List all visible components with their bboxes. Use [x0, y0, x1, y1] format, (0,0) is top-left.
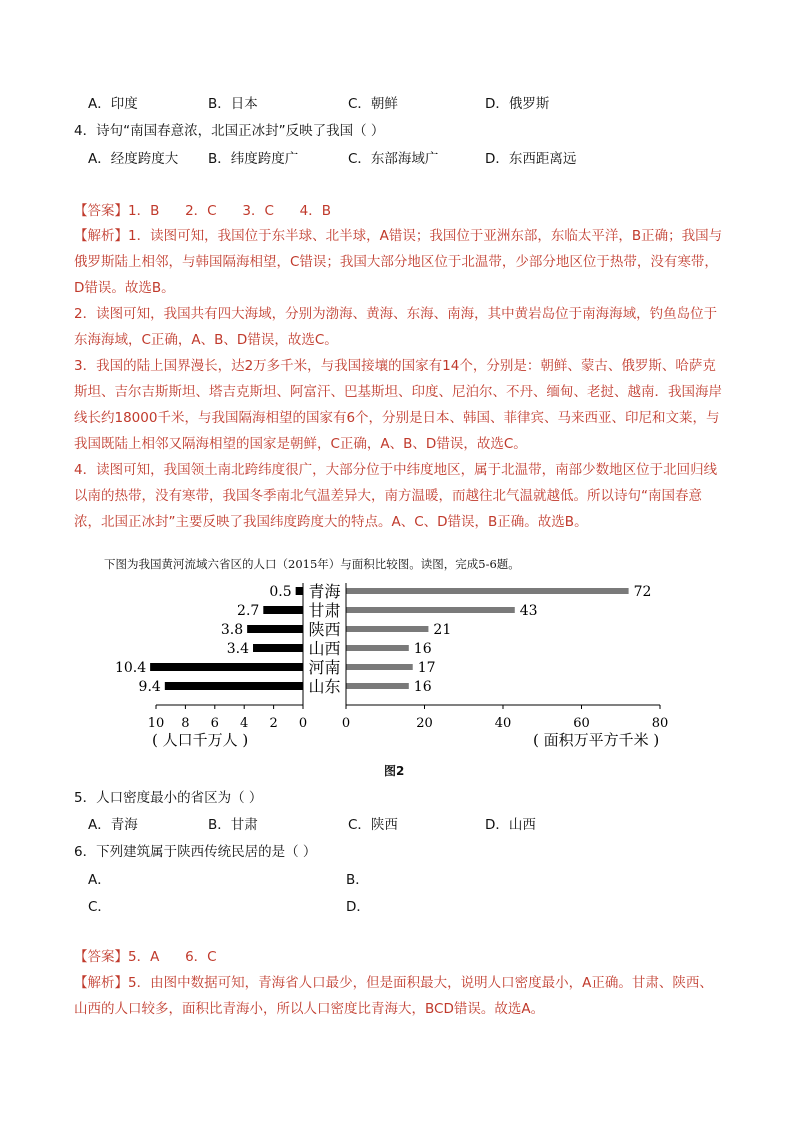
- province-label-0: 青海: [308, 582, 341, 601]
- population-bar-0: [296, 587, 303, 595]
- q3-option-a: A．印度: [88, 96, 138, 112]
- left-axis-label: ( 人口千万人 ): [152, 731, 249, 749]
- analysis-1: [74, 223, 724, 535]
- q6-stem: 6．下列建筑属于陕西传统民居的是（ ）: [74, 844, 317, 860]
- analysis-1-p4: 4．读图可知，我国领土南北跨纬度很广，大部分位于中纬度地区，属于北温带，南部少数地区位于北回归线以南的热带，没有寒带，我国冬季南北气温差异大，南方温暖，而越往北气温就越低。所以诗句“南国春意浓，北国正冰封”主要反映了我国纬度跨度大的特点。A、C、D错误，B正确。故选B。: [74, 462, 718, 530]
- answer-1-tag: 【答案】: [74, 203, 128, 219]
- area-bar-3: [346, 645, 409, 651]
- area-value-label-3: 16: [413, 641, 432, 657]
- area-bar-2: [346, 626, 428, 632]
- q4-option-d: D．东西距离远: [485, 151, 577, 167]
- q4-option-b: B．纬度跨度广: [208, 151, 299, 167]
- answer-2-tag: 【答案】: [74, 949, 128, 965]
- q5-option-d: D．山西: [485, 817, 536, 833]
- population-value-label-5: 9.4: [138, 679, 161, 695]
- area-value-label-5: 16: [413, 679, 432, 695]
- analysis-1-p3: 3．我国的陆上国界漫长，达2万多千米，与我国接壤的国家有14个，分别是：朝鲜、蒙古、俄罗斯、哈萨克斯坦、吉尔吉斯斯坦、塔吉克斯坦、阿富汗、巴基斯坦、印度、尼泊尔、不丹、缅甸、老挝、越南．我国海岸线长约18000千米，与我国隔海相望的国家有6个，分别是日本、韩国、菲律宾、马来西亚、印尼和文莱，与我国既陆上相邻又隔海相望的国家是朝鲜，C正确，A、B、D错误，故选C。: [74, 358, 722, 452]
- chart-intro: 下图为我国黄河流域六省区的人口（2015年）与面积比较图。读图，完成5-6题。: [104, 557, 520, 571]
- right-axis-label: ( 面积万平方千米 ): [533, 731, 660, 749]
- province-label-2: 陕西: [308, 620, 341, 639]
- province-label-4: 河南: [308, 658, 341, 677]
- q4-option-c: C．东部海域广: [348, 151, 439, 167]
- province-label-3: 山西: [308, 639, 341, 658]
- q5-stem: 5．人口密度最小的省区为（ ）: [74, 790, 263, 806]
- right-tick-label-2: 40: [494, 716, 512, 731]
- area-bar-0: [346, 588, 629, 594]
- population-value-label-3: 3.4: [226, 641, 250, 657]
- q3-options: [88, 95, 549, 113]
- population-bar-5: [165, 682, 303, 690]
- answer-1-text: 1．B 2．C 3．C 4．B: [128, 203, 331, 219]
- analysis-1-p1: [74, 223, 724, 301]
- q3-option-c: C．朝鲜: [348, 96, 398, 112]
- population-area-chart: [0, 575, 794, 785]
- area-value-label-2: 21: [433, 622, 452, 638]
- right-tick-label-3: 60: [573, 716, 590, 731]
- analysis-2-tag: 【解析】: [74, 975, 128, 991]
- population-bar-2: [247, 625, 303, 633]
- analysis-1-p2: 2．读图可知，我国共有四大海域，分别为渤海、黄海、东海、南海，其中黄岩岛位于南海海域，钓鱼岛位于东海海域，C正确，A、B、D错误，故选C。: [74, 306, 718, 348]
- left-tick-label-2: 6: [210, 716, 219, 731]
- analysis-1-tag: 【解析】: [74, 228, 128, 244]
- right-tick-label-0: 0: [341, 716, 351, 731]
- left-tick-label-4: 2: [269, 716, 278, 731]
- area-value-label-4: 17: [417, 660, 436, 676]
- q3-option-d: D．俄罗斯: [485, 96, 550, 112]
- q6-option-a: A．: [88, 872, 111, 888]
- q5-option-a: A．青海: [88, 817, 138, 833]
- figure-caption: 图2: [384, 764, 405, 778]
- province-label-1: 甘肃: [308, 601, 341, 620]
- population-bar-4: [150, 663, 303, 671]
- area-value-label-0: 72: [633, 584, 652, 600]
- q3-option-b: B．日本: [208, 96, 258, 112]
- analysis-2-p1: [74, 970, 724, 1022]
- right-tick-label-4: 80: [651, 716, 669, 731]
- q6-option-c: C．: [88, 899, 111, 915]
- population-value-label-4: 10.4: [114, 660, 147, 676]
- population-value-label-0: 0.5: [269, 584, 292, 600]
- area-value-label-1: 43: [519, 603, 538, 619]
- q4-option-a: A．经度跨度大: [88, 151, 179, 167]
- analysis-2-p1-text: 5．由图中数据可知，青海省人口最少，但是面积最大，说明人口密度最小，A正确。甘肃、陕西、山西的人口较多，面积比青海小，所以人口密度比青海大，BCD错误。故选A。: [74, 975, 713, 1017]
- left-tick-label-1: 8: [181, 716, 190, 731]
- q6-option-b: B．: [346, 872, 369, 888]
- province-label-5: 山东: [308, 677, 341, 696]
- q5-option-c: C．陕西: [348, 817, 398, 833]
- q6-option-d: D．: [346, 899, 370, 915]
- population-bar-3: [253, 644, 303, 652]
- q5-option-b: B．甘肃: [208, 817, 258, 833]
- q5-options: [88, 816, 536, 834]
- answer-2: [74, 948, 217, 966]
- analysis-1-p1-text: 1．读图可知，我国位于东半球、北半球，A错误；我国位于亚洲东部，东临太平洋，B正确；我国与俄罗斯陆上相邻，与韩国隔海相望，C错误；我国大部分地区位于北温带，少部分地区位于热带，没有寒带，D错误。故选B。: [74, 228, 723, 296]
- population-value-label-1: 2.7: [237, 603, 260, 619]
- analysis-2: [74, 970, 724, 1022]
- answer-2-text: 5．A 6．C: [128, 949, 217, 965]
- left-tick-label-5: 0: [298, 716, 308, 731]
- left-tick-label-3: 4: [240, 716, 249, 731]
- area-bar-4: [346, 664, 413, 670]
- q4-stem: 4．诗句“南国春意浓，北国正冰封”反映了我国（ ）: [74, 123, 385, 139]
- answer-1: [74, 202, 331, 220]
- population-bar-1: [263, 606, 303, 614]
- left-tick-label-0: 10: [147, 716, 165, 731]
- area-bar-1: [346, 607, 515, 613]
- population-value-label-2: 3.8: [220, 622, 244, 638]
- q4-options: [88, 150, 576, 168]
- area-bar-5: [346, 683, 409, 689]
- right-tick-label-1: 20: [416, 716, 433, 731]
